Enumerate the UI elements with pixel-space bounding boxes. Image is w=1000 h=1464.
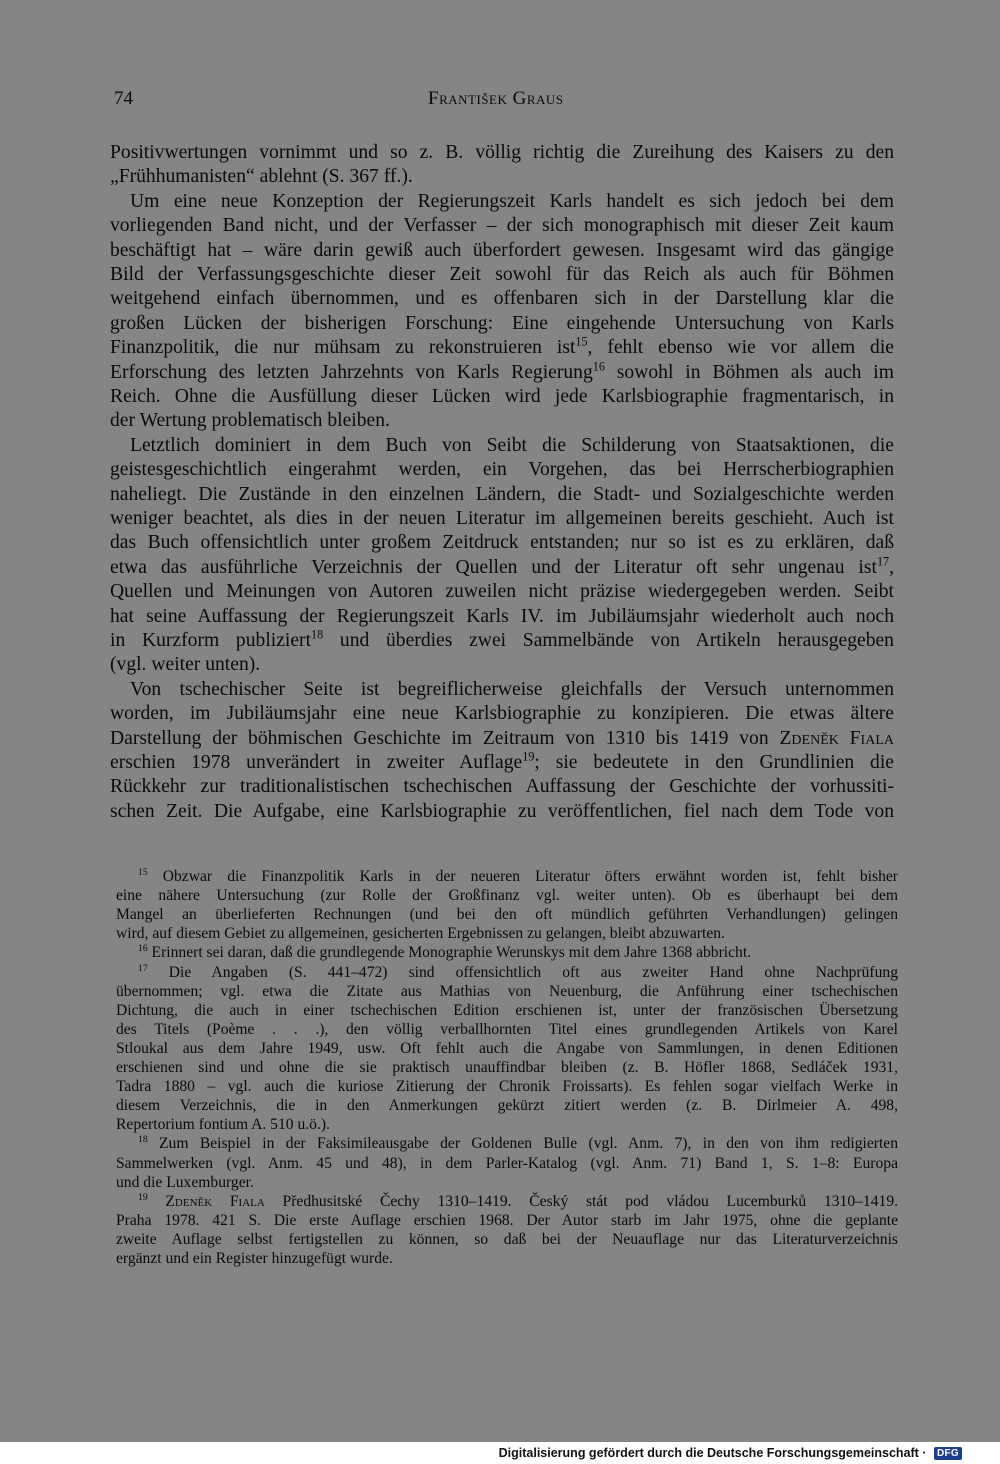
line-text: worden, im Jubiläumsjahr eine neue Karlsbiographie zu konzipieren. Die etwas ältere <box>110 703 894 725</box>
line-text: Um eine neue Konzeption der Regierungszeit Karls handelt es sich jedoch bei dem <box>130 190 894 212</box>
line-text: Zum Beispiel in der Faksimileausgabe der Goldenen Bulle (vgl. Anm. 7), in den von ihm redigierten <box>147 1135 898 1153</box>
line-text: eine nähere Untersuchung (zur Rolle der Großfinanz vgl. weiter unten). Ob es überhaupt bei dem <box>116 887 898 905</box>
line-text-continued: und überdies zwei Sammelbände von Artikeln herausgegeben <box>323 630 894 651</box>
body-line <box>110 385 894 409</box>
footnote-reference: 18 <box>311 627 324 642</box>
footnote-line <box>116 982 898 1001</box>
author-name: Zdeněk Fiala <box>779 727 894 749</box>
line-text: Sammelwerken (vgl. Anm. 45 und 48), in dem Parler-Katalog (vgl. Anm. 71) Band 1, S. 1–8: Europa <box>116 1154 898 1172</box>
footnote-line <box>116 1173 898 1192</box>
footnote-line <box>116 1211 898 1230</box>
line-text: zweite Auflage selbst fertigstellen zu können, so daß bei der Neuauflage nur das Literaturverzeichnis <box>116 1230 898 1248</box>
footnote-line <box>116 1230 898 1249</box>
line-text-continued: , <box>889 556 894 578</box>
footnote-line <box>116 1077 898 1096</box>
footnote-line <box>116 1134 898 1153</box>
body-line <box>110 556 894 580</box>
line-text: weniger beachtet, als dies in der neuen Literatur im allgemeinen bereits geschieht. Auch ist <box>110 508 894 529</box>
body-line <box>110 312 894 336</box>
line-text: diesem Verzeichnis, die in den Anmerkungen gekürzt zitiert werden (z. B. Dirlmeier A. 498, <box>116 1097 898 1115</box>
footnote-number: 17 <box>138 962 148 974</box>
body-line <box>110 580 894 604</box>
footnote-line <box>116 1039 898 1058</box>
line-text: wird, auf diesem Gebiet zu allgemeinen, gesicherten Ergebnissen zu gelangen, bleibt abzuwarten. <box>116 925 725 943</box>
body-line <box>110 507 894 531</box>
line-text: (vgl. weiter unten). <box>110 654 261 676</box>
body-line <box>110 458 894 482</box>
footnote-line <box>116 1020 898 1039</box>
line-text: übernommen; vgl. etwa die Zitate aus Mathias von Neuenburg, die Anführung einer tschechischen <box>116 982 898 1000</box>
footnote-number: 15 <box>138 866 148 878</box>
footnote-line <box>116 963 898 982</box>
line-text: hat seine Auffassung der Regierungszeit Karls IV. im Jubiläumsjahr wiederholt auch noch <box>110 605 894 627</box>
body-line <box>110 800 894 824</box>
line-text: Stloukal aus dem Jahre 1949, usw. Oft fehlt auch die Angabe von Sammlungen, in denen Editionen <box>116 1039 898 1057</box>
line-text: weitgehend einfach übernommen, und es offenbaren sich in der Darstellung klar die <box>110 288 894 310</box>
footnote-reference: 15 <box>575 334 588 349</box>
body-line <box>110 605 894 629</box>
body-line <box>110 361 894 385</box>
line-text: Obzwar die Finanzpolitik Karls in der neueren Literatur öfters erwähnt worden ist, fehlt bisher <box>147 868 898 885</box>
digitization-credit <box>499 1446 962 1460</box>
line-text: „Frühhumanisten“ ablehnt (S. 367 ff.). <box>110 166 413 188</box>
line-text: Praha 1978. 421 S. Die erste Auflage erschien 1968. Der Autor starb im Jahr 1975, ohne die geplante <box>116 1211 898 1229</box>
line-text: großen Lücken der bisherigen Forschung: Eine eingehende Untersuchung von Karls <box>110 312 894 334</box>
footnote-number: 16 <box>138 943 148 955</box>
line-text: schen Zeit. Die Aufgabe, eine Karlsbiographie zu veröffentlichen, fiel nach dem Tode von <box>110 800 894 822</box>
footnote-line <box>116 1001 898 1020</box>
line-text: naheliegt. Die Zustände in den einzelnen Ländern, die Stadt- und Sozialgeschichte werden <box>110 483 894 505</box>
body-line <box>110 727 894 751</box>
body-line <box>110 702 894 726</box>
line-text: Darstellung der böhmischen Geschichte im Zeitraum von 1310 bis 1419 von <box>110 727 780 749</box>
footnote-line <box>116 943 898 962</box>
line-text: Die Angaben (S. 441–472) sind offensichtlich oft aus zweiter Hand ohne Nachprüfung <box>147 963 898 981</box>
line-text: Erforschung des letzten Jahrzehnts von Karls Regierung <box>110 361 593 383</box>
body-line <box>110 751 894 775</box>
line-text: ergänzt und ein Register hinzugefügt wurde. <box>116 1250 393 1267</box>
body-line <box>110 336 894 360</box>
line-text: der Wertung problematisch bleiben. <box>110 410 390 432</box>
line-text: Letztlich dominiert in dem Buch von Seibt die Schilderung von Staatsaktionen, die <box>130 434 894 456</box>
footnote-reference: 19 <box>522 749 535 764</box>
line-text: erschienen sind und ohne die sie praktisch unauffindbar bleiben (z. B. Höfler 1868, Sedláček 1931, <box>116 1059 898 1076</box>
dfg-logo: DFG <box>934 1447 962 1460</box>
body-line <box>110 165 894 189</box>
body-line <box>110 239 894 263</box>
footnote-reference: 16 <box>592 359 605 374</box>
body-line <box>110 629 894 653</box>
body-line <box>110 775 894 799</box>
body-line <box>110 190 894 214</box>
line-text: Mangel an überlieferten Rechnungen (und bei den oft mündlich geführten Verhandlungen) gelingen <box>116 906 898 924</box>
footnote-line <box>116 1192 898 1211</box>
line-text: Tadra 1880 – vgl. auch die kuriose Zitierung der Chronik Froissarts). Es fehlen sogar vielfach Werke in <box>116 1078 898 1096</box>
footnote-line <box>116 886 898 905</box>
footnote-line <box>116 1249 898 1268</box>
line-text: geistesgeschichtlich eingerahmt werden, ein Vorgehen, das bei Herrscherbiographien <box>110 459 894 481</box>
line-text-continued: Předhusitské Čechy 1310–1419. Český stát pod vládou Lucemburků 1310–1419. <box>264 1192 899 1210</box>
running-head: František Graus <box>428 88 564 109</box>
line-text: vorliegenden Band nicht, und der Verfasser – der sich monographisch mit dieser Zeit kaum <box>110 215 894 237</box>
author-name: Zdeněk Fiala <box>165 1192 265 1210</box>
body-line <box>110 214 894 238</box>
line-text: Erinnert sei daran, daß die grundlegende Monographie Werunskys mit dem Jahre 1368 abbricht. <box>147 944 752 962</box>
credit-text: Digitalisierung gefördert durch die Deutsche Forschungsgemeinschaft · <box>498 1446 927 1460</box>
body-line <box>110 531 894 555</box>
line-text: Von tschechischer Seite ist begreiflicherweise gleichfalls der Versuch unternommen <box>130 678 894 700</box>
footnote-line <box>116 905 898 924</box>
line-text-continued: , fehlt ebenso wie vor allem die <box>587 337 894 359</box>
footnote-line <box>116 867 898 886</box>
line-text: etwa das ausführliche Verzeichnis der Quellen und der Literatur oft sehr ungenau ist <box>110 556 877 578</box>
footnote-line <box>116 1096 898 1115</box>
footnote-number: 18 <box>138 1134 148 1146</box>
line-text: beschäftigt hat – wäre darin gewiß auch überfordert gewesen. Insgesamt wird das gängige <box>110 239 894 261</box>
footnote-line <box>116 1154 898 1173</box>
line-text: erschien 1978 unverändert in zweiter Auflage <box>110 752 523 773</box>
body-line <box>110 653 894 677</box>
footnote-number: 19 <box>138 1191 148 1203</box>
line-text: des Titels (Poème . . .), den völlig verballhornten Titel eines grundlegenden Artikels von Karel <box>116 1020 898 1038</box>
page-number: 74 <box>114 88 133 109</box>
line-text: Positivwertungen vornimmt und so z. B. völlig richtig die Zureihung des Kaisers zu den <box>110 142 894 163</box>
line-text: Bild der Verfassungsgeschichte dieser Zeit sowohl für das Reich als auch für Böhmen <box>110 264 894 285</box>
body-line <box>110 678 894 702</box>
line-text: und die Luxemburger. <box>116 1173 254 1191</box>
line-text-continued: ; sie bedeutete in den Grundlinien die <box>534 752 894 773</box>
line-text: Finanzpolitik, die nur mühsam zu rekonstruieren ist <box>110 337 576 359</box>
body-line <box>110 141 894 165</box>
footnote-reference: 17 <box>876 554 890 569</box>
body-line <box>110 287 894 311</box>
body-line <box>110 263 894 287</box>
line-text: Reich. Ohne die Ausfüllung dieser Lücken wird jede Karlsbiographie fragmentarisch, in <box>110 386 894 407</box>
line-text <box>148 1193 166 1210</box>
line-text: Rückkehr zur traditionalistischen tschechischen Auffassung der Geschichte der vorhussiti- <box>110 776 894 798</box>
body-line <box>110 434 894 458</box>
line-text: in Kurzform publiziert <box>110 630 312 651</box>
line-text: Dichtung, die auch in einer tschechischen Edition erschienen ist, unter der französischen Übersetzung <box>116 1001 898 1019</box>
line-text: Repertorium fontium A. 510 u.ö.). <box>116 1116 330 1134</box>
footnote-line <box>116 1058 898 1077</box>
line-text-continued: sowohl in Böhmen als auch im <box>604 361 894 383</box>
body-line <box>110 483 894 507</box>
body-line <box>110 409 894 433</box>
line-text: Quellen und Meinungen von Autoren zuweilen nicht präzise wiedergegeben werden. Seibt <box>110 581 894 603</box>
footnote-line <box>116 924 898 943</box>
footnote-line <box>116 1115 898 1134</box>
line-text: das Buch offensichtlich unter großem Zeitdruck entstanden; nur so ist es zu erklären, daß <box>110 532 894 554</box>
